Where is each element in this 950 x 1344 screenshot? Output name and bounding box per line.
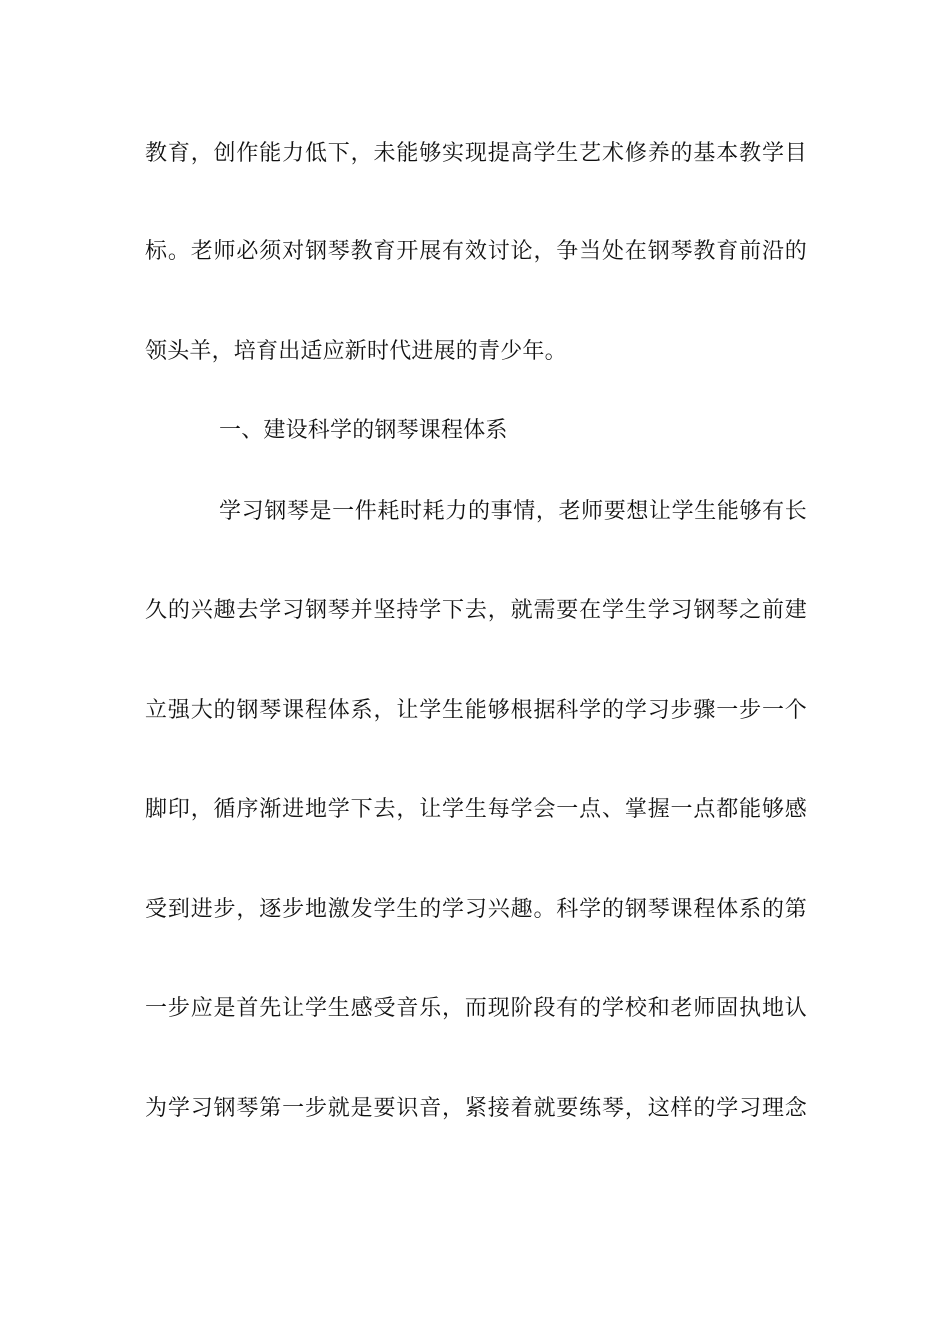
paragraph-line-7: 立强大的钢琴课程体系，让学生能够根据科学的学习步骤一步一个 [145,698,807,723]
paragraph-line-11: 为学习钢琴第一步就是要识音，紧接着就要练琴，这样的学习理念 [145,1096,807,1121]
paragraph-line-2: 标。老师必须对钢琴教育开展有效讨论，争当处在钢琴教育前沿的 [145,239,807,264]
paragraph-line-10: 一步应是首先让学生感受音乐，而现阶段有的学校和老师固执地认 [145,996,807,1021]
paragraph-line-8: 脚印，循序渐进地学下去，让学生每学会一点、掌握一点都能够感 [145,797,807,822]
paragraph-line-3: 领头羊，培育出适应新时代进展的青少年。 [145,339,567,364]
paragraph-line-9: 受到进步，逐步地激发学生的学习兴趣。科学的钢琴课程体系的第 [145,897,807,922]
paragraph-line-1: 教育，创作能力低下，未能够实现提高学生艺术修养的基本教学目 [145,141,807,166]
paragraph-line-6: 久的兴趣去学习钢琴并坚持学下去，就需要在学生学习钢琴之前建 [145,598,807,623]
paragraph-line-5: 学习钢琴是一件耗时耗力的事情，老师要想让学生能够有长 [219,499,807,524]
section-heading: 一、建设科学的钢琴课程体系 [219,418,508,443]
